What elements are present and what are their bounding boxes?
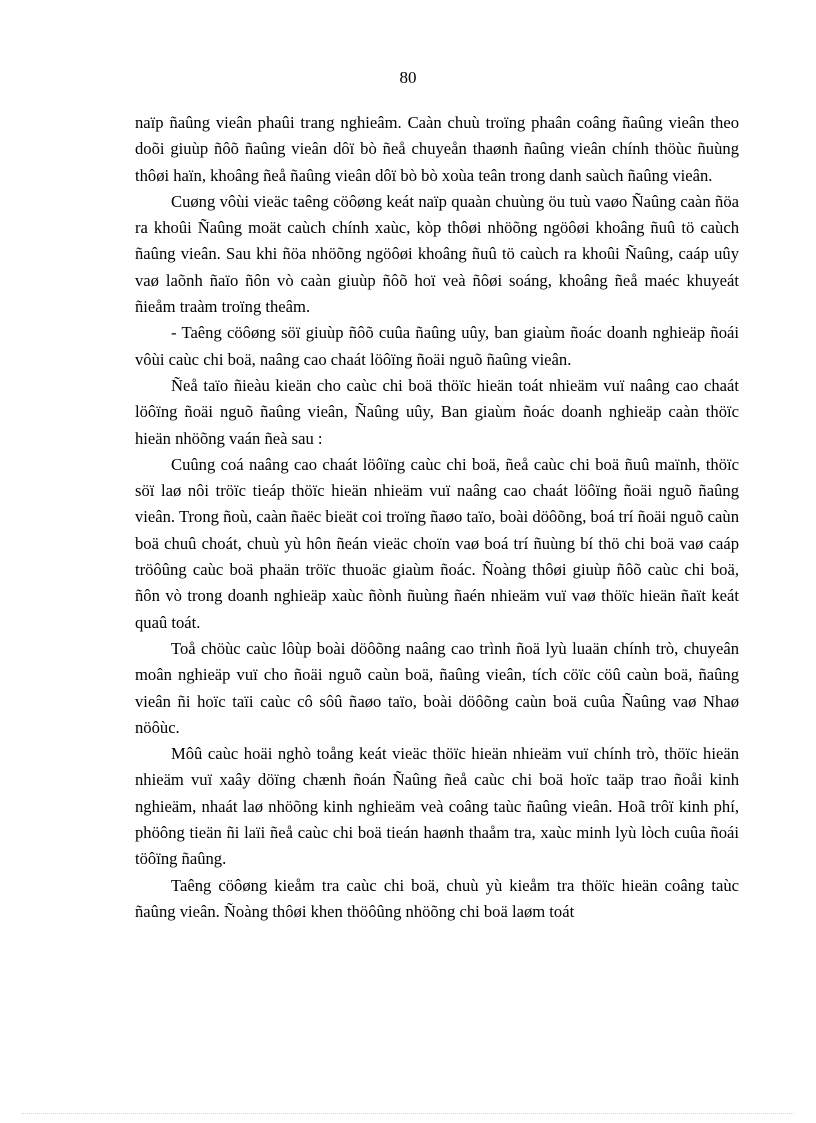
paragraph: Môû caùc hoäi nghò toång keát vieäc thöïc hieän nhieäm vuï chính trò, thöïc hieän nhieäm vuï xaây döïng chænh ñoán Ñaûng ñeå caùc chi boä hoïc taäp trao ñoåi kinh nghieäm, nhaát laø nhöõng kinh nghieäm veà coâng taùc ñaûng vieân. Hoã trôï kinh phí, phöông tieän ñi laïi ñeå caùc chi boä tieán haønh thaåm tra, xaùc minh lyù lòch cuûa ñoái töôïng ñaûng.	[135, 744, 739, 869]
page-number: 80	[399, 68, 417, 87]
document-body	[135, 110, 739, 925]
page-bottom-rule	[22, 1113, 794, 1114]
paragraph: Taêng cöôøng kieåm tra caùc chi boä, chuù yù kieåm tra thöïc hieän coâng taùc ñaûng vieân. Ñoàng thôøi khen thöôûng nhöõng chi boä laøm toát	[135, 875, 739, 921]
paragraph: Cuøng vôùi vieäc taêng cöôøng keát naïp quaàn chuùng öu tuù vaøo Ñaûng caàn ñöa ra khoûi Ñaûng moät caùch chính xaùc, kòp thôøi nhöõng ngöôøi khoâng ñuû tö caùch ñaûng vieân. Sau khi ñöa nhöõng ngöôøi khoâng ñuû tö caùch ra khoûi Ñaûng, caáp uûy vaø laõnh ñaïo ñôn vò caàn giuùp ñôõ hoï veà ñôøi soáng, khoâng ñeå maéc khuyeát ñieåm traàm troïng theâm.	[135, 191, 739, 317]
paragraph: - Taêng cöôøng söï giuùp ñôõ cuûa ñaûng uûy, ban giaùm ñoác doanh nghieäp ñoái vôùi caùc chi boä, naâng cao chaát löôïng ñoäi nguõ ñaûng vieân.	[135, 323, 739, 369]
paragraph: naïp ñaûng vieân phaûi trang nghieâm. Caàn chuù troïng phaân coâng ñaûng vieân theo doõi giuùp ñôõ ñaûng vieân dôï bò ñeå chuyeån thaønh ñaûng vieân chính thöùc ñuùng thôøi haïn, khoâng ñeå ñaûng vieân dôï bò bò xoùa teân trong danh saùch ñaûng vieân.	[135, 113, 739, 185]
paragraph: Ñeå taïo ñieàu kieän cho caùc chi boä thöïc hieän toát nhieäm vuï naâng cao chaát löôïng ñoäi nguõ ñaûng vieân, Ñaûng uûy, Ban giaùm ñoác doanh nghieäp caàn thöïc hieän nhöõng vaán ñeà sau :	[135, 375, 739, 448]
paragraph: Cuûng coá naâng cao chaát löôïng caùc chi boä, ñeå caùc chi boä ñuû maïnh, thöïc söï laø nôi tröïc tieáp thöïc hieän nhieäm vuï naâng cao chaát löôïng ñoäi nguõ ñaûng vieân. Trong ñoù, caàn ñaëc bieät coi troïng ñaøo taïo, boài döôõng, boá trí ñoäi nguõ caùn boä chuû choát, chuù yù hôn ñeán vieäc choïn vaø boá trí ñuùng bí thö chi boä vaø caáp tröôûng caùc boä phaän tröïc thuoäc giaùm ñoác. Ñoàng thôøi giuùp ñôõ caùc chi boä, ñôn vò trong doanh nghieäp xaùc ñònh ñuùng ñaén nhieäm vuï vaø thöïc hieän ñaït keát quaû toát.	[135, 454, 739, 632]
paragraph: Toå chöùc caùc lôùp boài döôõng naâng cao trình ñoä lyù luaän chính trò, chuyeân moân nghieäp vuï cho ñoäi nguõ caùn boä, ñaûng vieân, tích cöïc cöû caùn boä, ñaûng vieân ñi hoïc taïi caùc cô sôû ñaøo taïo, boài döôõng caùn boä cuûa Ñaûng vaø Nhaø nöôùc.	[135, 638, 739, 737]
